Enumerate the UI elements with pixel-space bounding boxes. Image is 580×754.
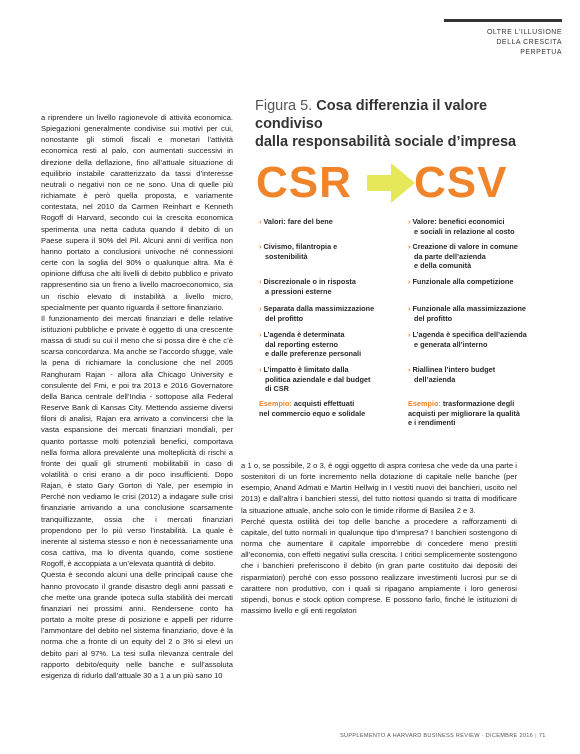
figure-number: Figura 5.	[255, 98, 313, 114]
figure-title	[255, 97, 545, 151]
bullet-icon: ›	[259, 242, 262, 251]
arrow-right-icon	[367, 163, 415, 203]
csr-item: › Valori: fare del bene	[259, 217, 333, 226]
csr-item: › L’impatto è limitato dalla politica aziendale e dal budget di CSR	[259, 365, 371, 393]
csv-item: › Funzionale alla massimizzazione del profitto	[408, 304, 526, 323]
csv-item: › Creazione di valore in comune da parte dell’azienda e della comunità	[408, 242, 518, 270]
paragraph: a 1 o, se possibile, 2 o 3, è oggi oggetto di aspra contesa che vede da una parte i sostenitori di un forte incremento nella dotazione di capitale nelle banche (per esempio, Anand Admati e Martin Hellwig in I vestiti nuovi dei banchieri, uscito nel 2013) e dall’altra i banchieri stessi, del tutto riottosi quando si tratta di modificare la situazione attuale, anche solo con le timide riforme di Basilea 2 e 3.	[241, 461, 517, 515]
paragraph: Questa è secondo alcuni una delle principali cause che hanno provocato il grande disastro degli anni passati e che mette una grande ipoteca sulla stabilità dei mercati finanziari nei prossimi anni. Rendersene conto ha portato a molte prese di posizione e appelli per ridurre l’ammontare del debito nel sistema finanziario, dove è la norma che a fronte di un equity del 2 o 3% si elevi un debito pari al 97%. La tesi sulla rilevanza centrale del rapporto debito/equity nelle banche e sull’assoluta esigenza di ridurlo dall’attuale 30 a 1 a un più sano 10	[41, 570, 233, 680]
bottom-text-column	[241, 460, 517, 616]
csr-label: CSR	[256, 158, 352, 207]
bullet-icon: ›	[408, 277, 411, 286]
csv-label: CSV	[414, 158, 508, 207]
csr-item: › Civismo, filantropia e sostenibilità	[259, 242, 338, 261]
paragraph: Il funzionamento dei mercati finanziari e delle relative istituzioni pubbliche e private è oggetto di una crescente massa di studi su cui il meno che si possa dire è che c’è scarsa concordanza. Ma anche se l’accordo sfugge, vale la pena di richiamare la conclusione che nel 2005 Ranghuram Rajan - allora alla Chicago University e consulente del Fmi, e poi tra 2013 e 2016 Governatore della Banca centrale dell’India - sottopose alla Federal Reserve Bank di Kansas City. Mettendo assieme diversi filoni di analisi, Rajan era arrivato a convincersi che la vasta espansione dei mercati finanziari mondiali, per quanto portasse molti potenziali benefici, comportava nella forma allora prevalente una molteplicità di rischi a fronte dei quali gli strumenti mobilitabili in caso di volatilità o crisi erano a dir poco insufficienti. Dopo Rajan, è stato Gary Gorton di Yale, per esempio in Perché non vediamo le crisi (2012) a indagare sulle crisi finanziarie arrivando a una conclusione scarsamente tranquillizzante, ossia che i mercati finanziari propendono per lo più verso l’instabilità. La quale è inerente al sistema stesso e non è necessariamente una cosa cattiva, ma lo diventa quando, come sostiene Rogoff, è accoppiata a un’elevata quantità di debito.	[41, 313, 233, 569]
bullet-icon: ›	[259, 304, 262, 313]
running-title-line: DELLA CRESCITA	[496, 39, 562, 46]
bullet-icon: ›	[408, 304, 411, 313]
csr-item: › L’agenda è determinata dal reporting esterno e dalle preferenze personali	[259, 330, 362, 358]
bullet-icon: ›	[408, 330, 411, 339]
bullet-icon: ›	[408, 365, 411, 374]
bullet-icon: ›	[259, 217, 262, 226]
csv-item: › L’agenda è specifica dell’azienda e generata all’interno	[408, 330, 527, 349]
bullet-icon: ›	[259, 330, 262, 339]
paragraph: a riprendere un livello ragionevole di attività economica. Spiegazioni generalmente condivise sui motivi per cui, nonostante gli stimoli fiscali e monetari l’attività economica resti al palo, con aumentati successivi in direzione della deflazione, fino all’attuale situazione di equilibrio instabile caratterizzato da tassi d’interesse neutrali o negativi non ce ne sono. Una di quelle più richiamate è però quella proposta, e variamente contestata, nel 2010 da Carmen Reinhart e Kenneth Rogoff di Harvard, secondo cui la crescita economica sperimenta una netta caduta quando il debito di un Paese supera il 90% del Pil. Alcuni anni di verifica non hanno portato a conclusioni univoche né connessioni certe con la soglia del 90% o qualunque altra. Ma è opinione diffusa che alti livelli di debito pubblico e privato rappresentino sia un freno a livello macroeconomico, sia un rischio elevato di instabilità a livello micro, specialmente per quanto riguarda il settore finanziario.	[41, 113, 233, 312]
csr-csv-banner	[256, 160, 531, 206]
csv-item: › Riallinea l’intero budget dell’azienda	[408, 365, 496, 384]
figure-title-line1: Cosa differenzia il valore condiviso	[255, 98, 488, 132]
bullet-icon: ›	[259, 365, 262, 374]
page-footer: SUPPLEMENTO A HARVARD BUSINESS REVIEW · DICEMBRE 2016 | 71	[340, 733, 546, 739]
csr-item: › Separata dalla massimizzazione del profitto	[259, 304, 375, 323]
bullet-icon: ›	[408, 242, 411, 251]
csr-example: Esempio: acquisti effettuati nel commercio equo e solidale	[259, 399, 366, 418]
bullet-icon: ›	[408, 217, 411, 226]
footer-text: SUPPLEMENTO A HARVARD BUSINESS REVIEW · DICEMBRE 2016	[340, 733, 534, 739]
header-rule	[444, 19, 562, 22]
running-title	[420, 28, 562, 58]
running-title-line: PERPETUA	[520, 49, 562, 56]
csv-example: Esempio: trasformazione degli acquisti per migliorare la qualità e i rendimenti	[408, 399, 520, 427]
bullet-icon: ›	[259, 277, 262, 286]
running-title-line: OLTRE L'ILLUSIONE	[486, 29, 562, 36]
csr-item: › Discrezionale o in risposta a pressioni esterne	[259, 277, 356, 296]
page-number: 71	[538, 733, 546, 739]
figure-title-line2: dalla responsabilità sociale d’impresa	[255, 134, 517, 150]
left-text-column	[41, 112, 233, 681]
paragraph: Perché questa ostilità dei top delle banche a procedere a rafforzamenti di capitale, del tutto normali in qualunque tipo d’impresa? I banchieri sostengono di norma che aumentare il capitale imporrebbe di concedere meno prestiti all’economia, con effetti negativi sulla crescita. I critici semplicemente sostengono che i banchieri preferiscono il debito (in gran parte costituito dai depositi dei risparmiatori) perché con esso possono realizzare investimenti lucrosi pur se di carattere non produttivo, con i quali si ripagano ampiamente i loro generosi stipendi, bonus e stock option comprese. E possono farlo, finché le istituzioni di massimo livello e gli enti regolatori	[241, 516, 517, 616]
csv-item: › Funzionale alla competizione	[408, 277, 514, 286]
csv-item: › Valore: benefici economici e sociali in relazione al costo	[408, 217, 515, 236]
